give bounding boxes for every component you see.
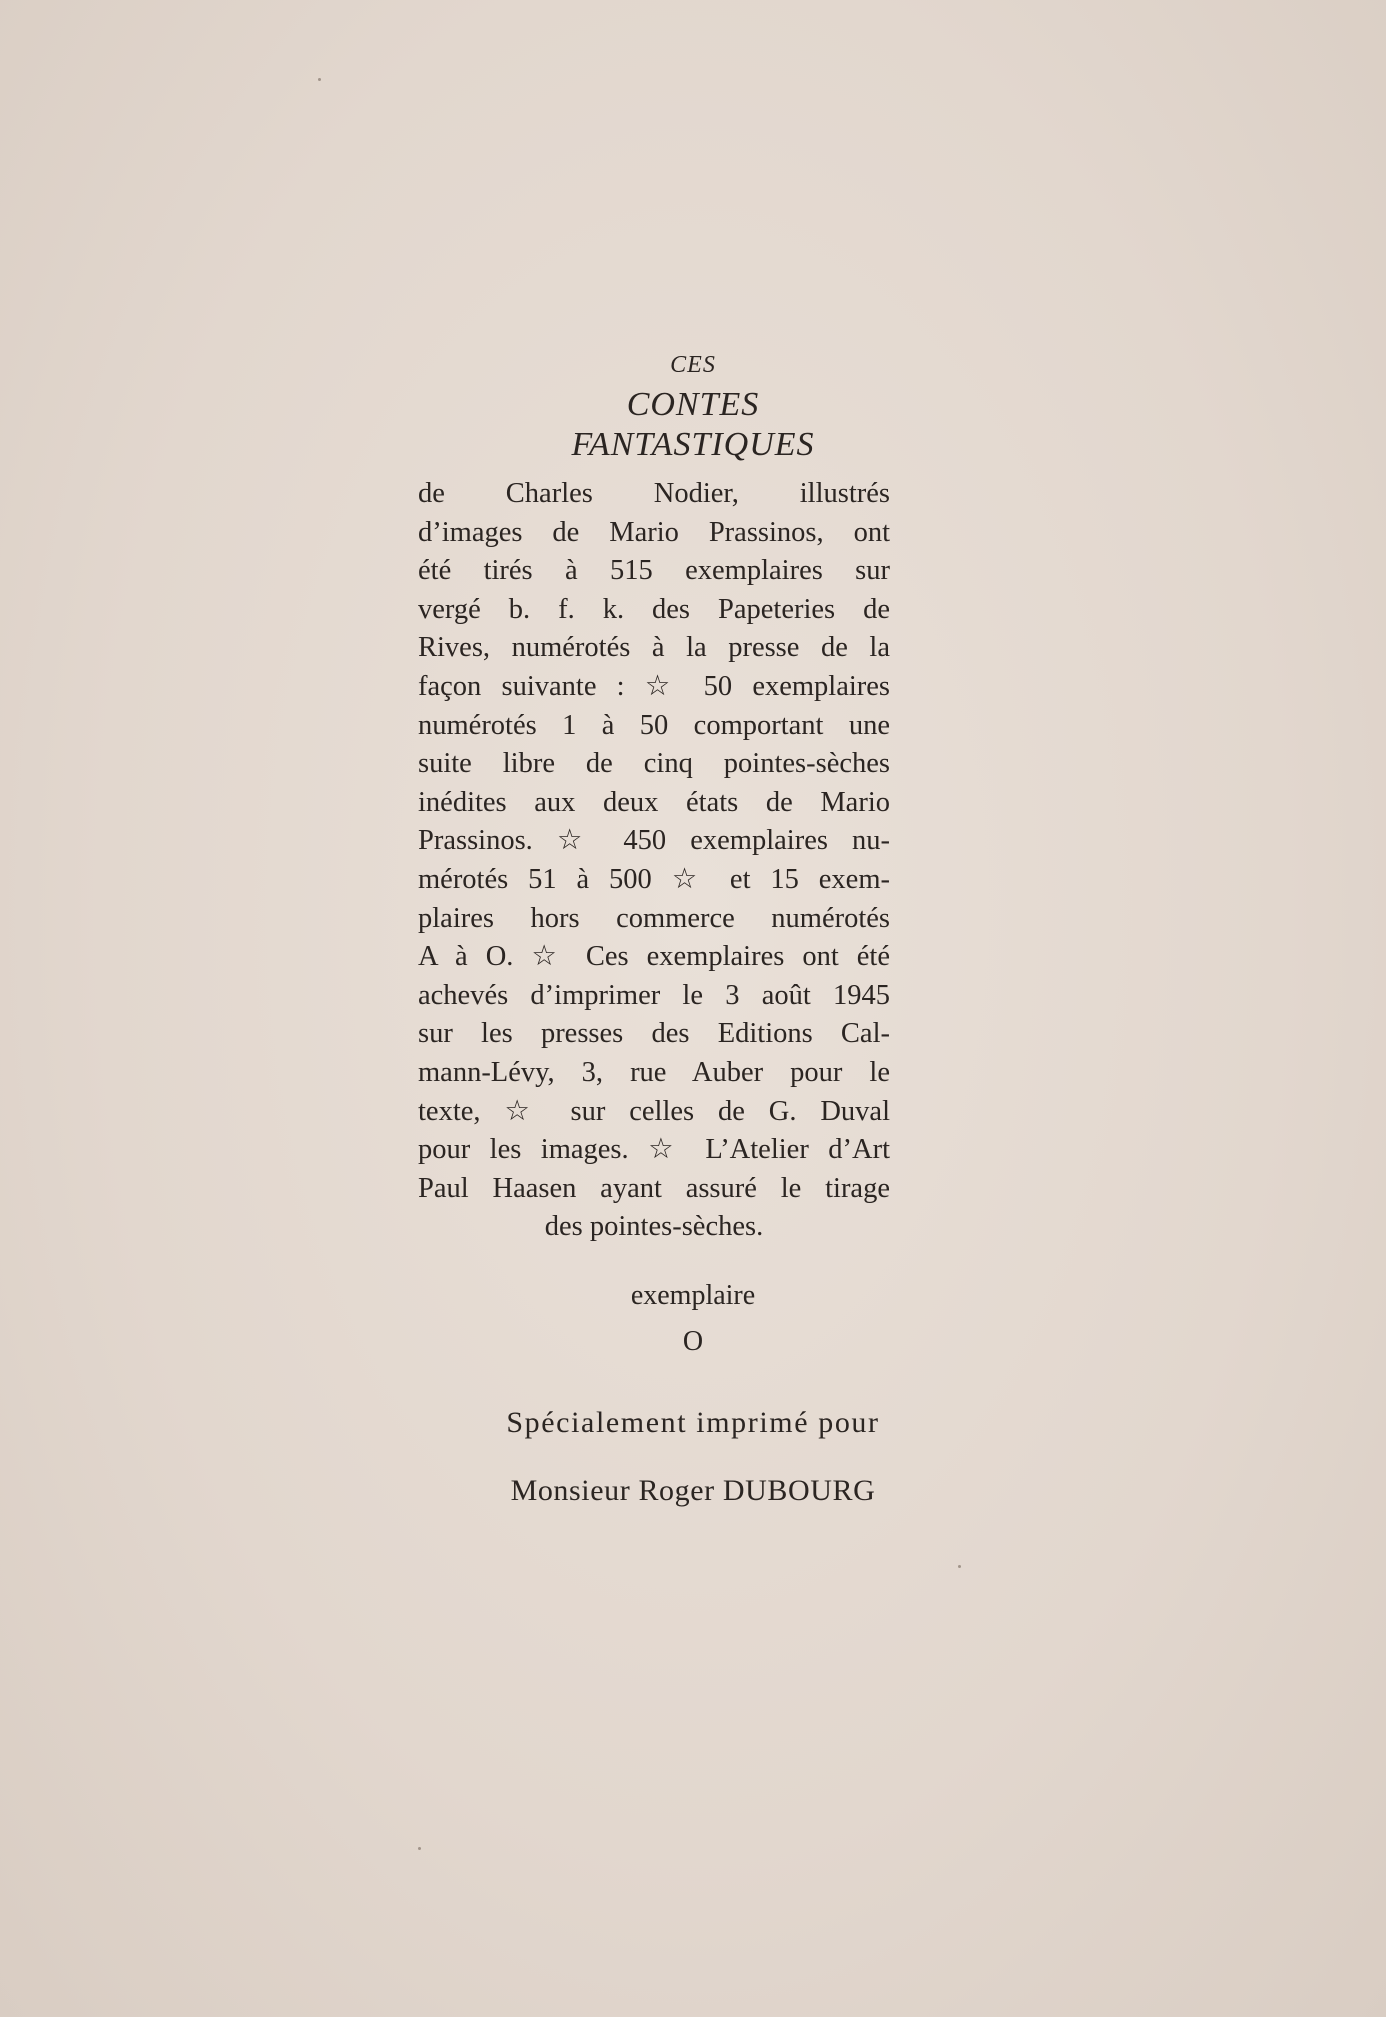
colophon-line: des pointes-sèches. [544,1211,764,1243]
dedicatee-name: Monsieur Roger DUBOURG [510,1474,876,1507]
colophon-line: mann-Lévy, 3, rue Auber pour le [418,1056,890,1088]
colophon-line: pour les images. ☆ L’Atelier d’Art [418,1134,890,1166]
title-line-ces: CES [670,352,716,378]
colophon-line: sur les presses des Editions Cal- [418,1018,890,1050]
colophon-line: inédites aux deux états de Mario [418,786,890,818]
title-line-fantastiques: FANTASTIQUES [571,426,815,463]
colophon-line: plaires hors commerce numérotés [418,902,890,934]
colophon-line: suite libre de cinq pointes-sèches [418,748,890,780]
copy-number: O [682,1326,704,1357]
colophon-line: mérotés 51 à 500 ☆ et 15 exem- [418,863,890,895]
colophon-line: Prassinos. ☆ 450 exemplaires nu- [418,825,890,857]
colophon-line: Rives, numérotés à la presse de la [418,632,890,664]
colophon-text [418,475,890,1247]
paper-speck [418,1847,421,1850]
colophon-line: achevés d’imprimer le 3 août 1945 [418,979,890,1011]
colophon-line: numérotés 1 à 50 comportant une [418,709,890,741]
colophon-line: A à O. ☆ Ces exemplaires ont été [418,941,890,973]
colophon-line: texte, ☆ sur celles de G. Duval [418,1095,890,1127]
colophon-line: d’images de Mario Prassinos, ont [418,516,890,548]
colophon-line: façon suivante : ☆ 50 exemplaires [418,670,890,702]
colophon-line: vergé b. f. k. des Papeteries de [418,593,890,625]
paper-speck [318,78,321,81]
copy-label: exemplaire [630,1280,756,1311]
dedication-line: Spécialement imprimé pour [506,1406,880,1439]
title-line-contes: CONTES [626,386,760,423]
colophon-line: Paul Haasen ayant assuré le tirage [418,1172,890,1204]
colophon-line: de Charles Nodier, illustrés [418,478,890,509]
colophon-line: été tirés à 515 exemplaires sur [418,555,890,587]
paper-speck [958,1565,961,1568]
